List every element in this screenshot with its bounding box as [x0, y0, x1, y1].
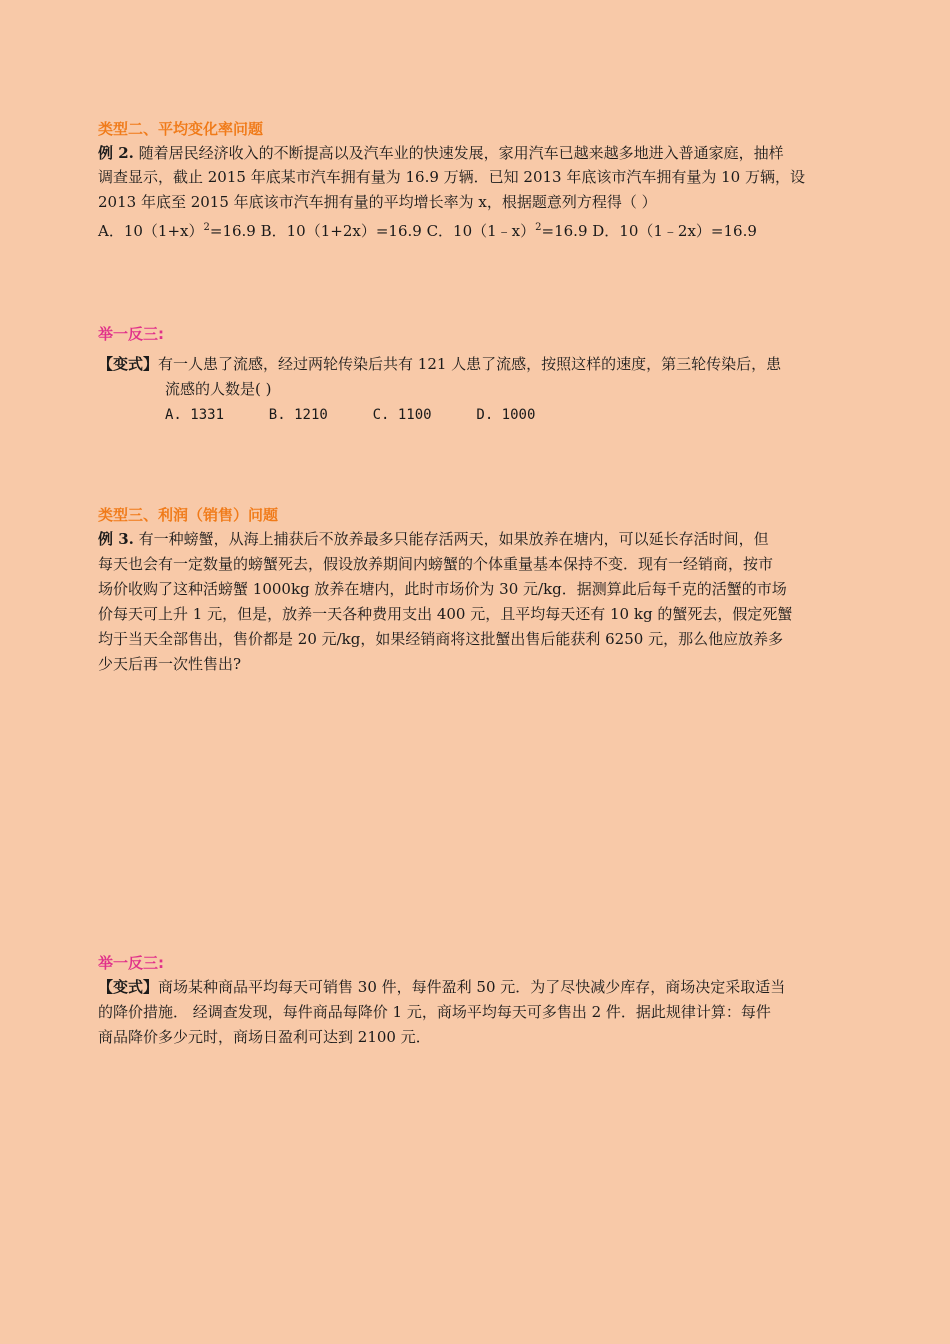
example-2-label: 例 2. — [98, 144, 134, 162]
practice-1-option-a: A. 1331 — [165, 407, 225, 423]
example-3-line-1 — [98, 527, 858, 551]
practice-2-line-1 — [98, 975, 858, 999]
example-3-line-6: 少天后再一次性售出? — [98, 655, 242, 673]
example-3-text-1: 有一种螃蟹，从海上捕获后不放养最多只能存活两天，如果放养在塘内，可以延长存活时间，但 — [138, 530, 769, 548]
practice-heading-1: 举一反三: — [98, 325, 164, 343]
example-3-line-3: 场价收购了这种活螃蟹 1000kg 放养在塘内，此时市场价为 30 元/kg．据测算此后每千克的活蟹的市场 — [98, 580, 787, 598]
practice-1-option-d: D. 1000 — [476, 407, 536, 423]
option-a-exponent: 2 — [203, 222, 210, 233]
example-2-line-1 — [98, 141, 858, 165]
example-3-line-5: 均于当天全部售出，售价都是 20 元/kg，如果经销商将这批蟹出售后能获利 6250 元，那么他应放养多 — [98, 630, 784, 648]
practice-2-line-2: 的降价措施． 经调查发现，每件商品每降价 1 元，商场平均每天可多售出 2 件．据此规律计算：每件 — [98, 1003, 771, 1021]
option-a-prefix: A．10（1+x） — [98, 222, 204, 240]
practice-1-option-b: B. 1210 — [268, 407, 328, 423]
example-2-options — [98, 216, 858, 243]
practice-1-options — [165, 402, 925, 427]
practice-1-line-1 — [98, 352, 858, 376]
option-a-b-c-text: =16.9 B．10（1+2x）=16.9 C．10（1﹣x） — [209, 222, 536, 240]
example-3-line-2: 每天也会有一定数量的螃蟹死去，假设放养期间内螃蟹的个体重量基本保持不变．现有一经销商，按市 — [98, 555, 774, 573]
practice-1-label: 【变式】 — [98, 355, 159, 373]
example-2-line-3: 2013 年底至 2015 年底该市汽车拥有量的平均增长率为 x，根据题意列方程得（ ） — [98, 193, 657, 211]
practice-2-text-1: 商场某种商品平均每天可销售 30 件，每件盈利 50 元．为了尽快减少库存，商场决定采取适当 — [158, 978, 786, 996]
practice-2-label: 【变式】 — [98, 978, 159, 996]
example-3-line-4: 价每天可上升 1 元，但是，放养一天各种费用支出 400 元，且平均每天还有 10 kg 的蟹死去，假定死蟹 — [98, 605, 793, 623]
option-c-exponent: 2 — [535, 222, 542, 233]
practice-heading-2: 举一反三: — [98, 954, 164, 972]
section-heading-average-rate: 类型二、平均变化率问题 — [98, 120, 264, 138]
option-c-d-text: =16.9 D．10（1﹣2x）=16.9 — [541, 222, 757, 240]
practice-2-line-3: 商品降价多少元时，商场日盈利可达到 2100 元． — [98, 1028, 431, 1046]
example-2-line-2: 调查显示，截止 2015 年底某市汽车拥有量为 16.9 万辆．已知 2013 年底该市汽车拥有量为 10 万辆，设 — [98, 168, 805, 186]
practice-1-option-c: C. 1100 — [372, 407, 432, 423]
practice-1-text-1: 有一人患了流感，经过两轮传染后共有 121 人患了流感，按照这样的速度，第三轮传染后，患 — [158, 355, 782, 373]
practice-1-line-2: 流感的人数是( ) — [165, 380, 272, 398]
example-3-label: 例 3. — [98, 530, 134, 548]
example-2-text-1: 随着居民经济收入的不断提高以及汽车业的快速发展，家用汽车已越来越多地进入普通家庭，抽样 — [138, 144, 784, 162]
section-heading-profit: 类型三、利润（销售）问题 — [98, 506, 279, 524]
